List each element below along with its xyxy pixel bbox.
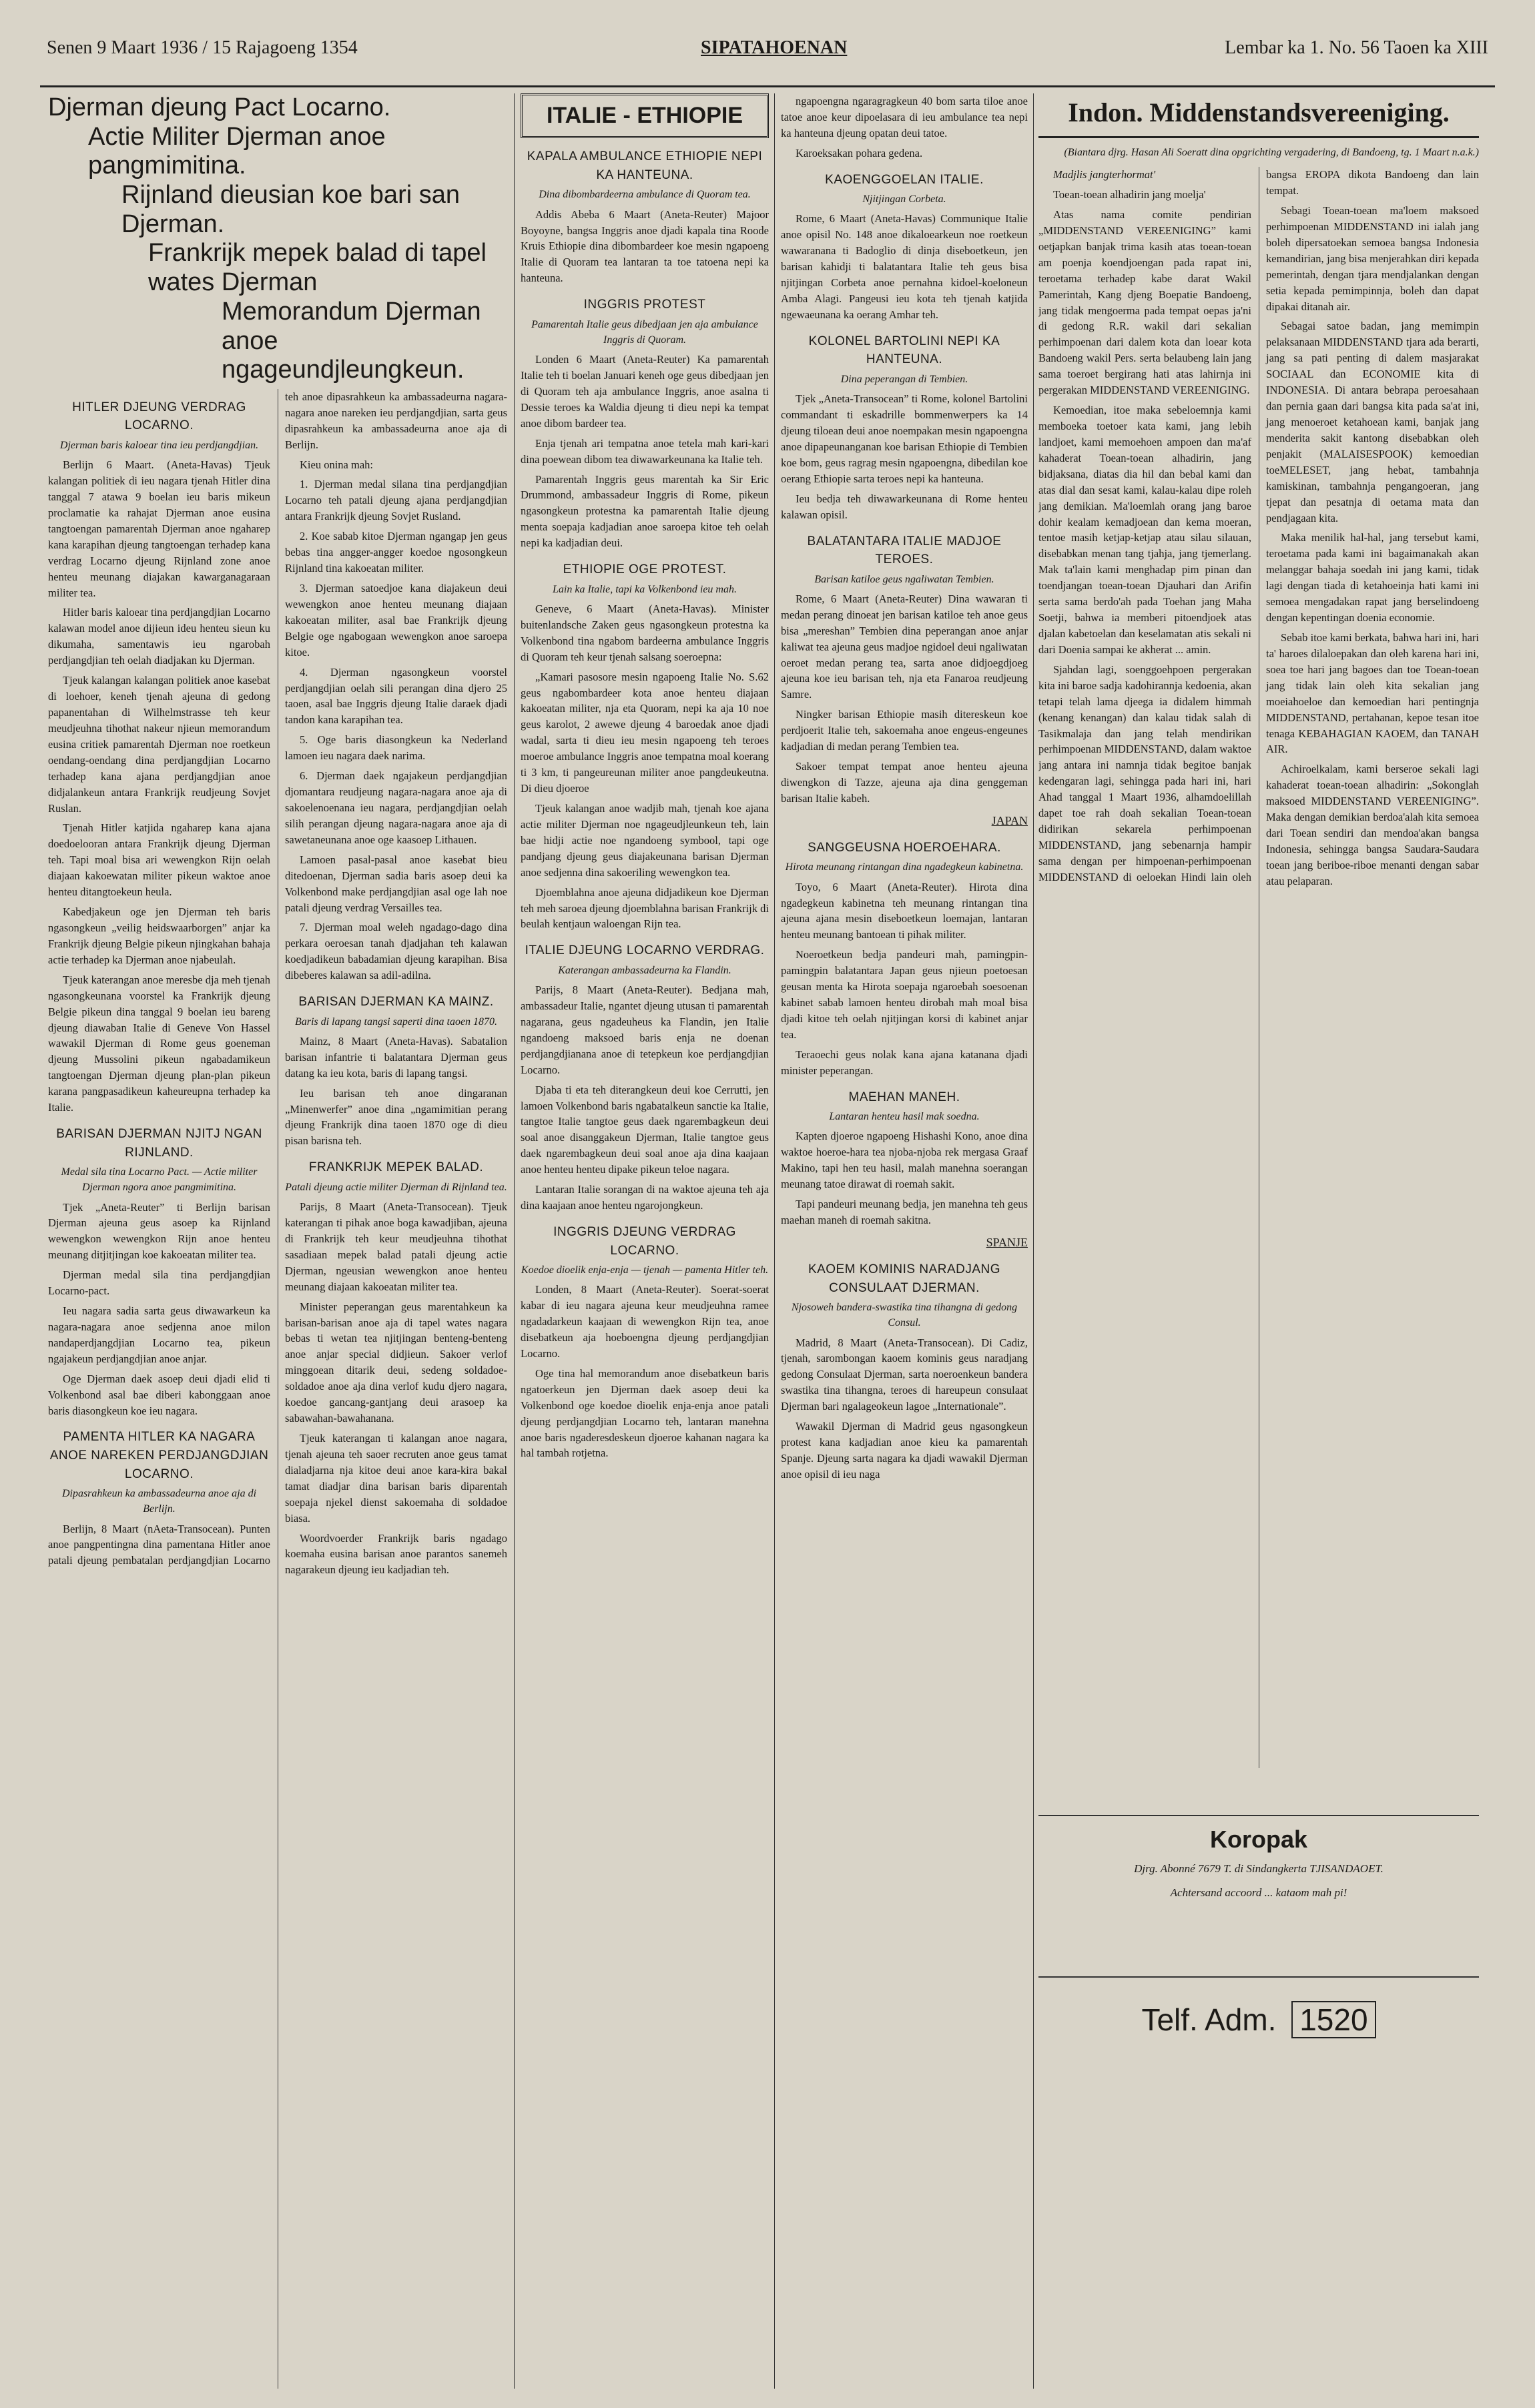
article-body — [1038, 167, 1479, 1768]
section-subtitle: Hirota meunang rintangan dina ngadegkeun kabinetna. — [785, 861, 1024, 873]
paragraph: Hitler baris kaloear tina perdjangdjian Locarno kalawan model anoe dijieun ideu henteu sieun ku dikumaha, samentawis ieu ngarobah perdjangdjian teh oelah diadjakan ku Djerman. — [48, 606, 270, 667]
paragraph: Minister peperangan geus marentahkeun ka barisan-barisan anoe aja di tapel wates nagara bebas ti wetan tea njitjingan benteng-benteng anoe anjar special didjieun. Sakoer verlof minggoean ditarik deui, sedeng soldadoe-soldadoe anoe aja dina verlof kudu djero nagara, koedoe gancang-gantjang deui arasoep ka sabawahan-bawahanana. — [285, 1300, 507, 1425]
paragraph: 2. Koe sabab kitoe Djerman ngangap jen geus bebas tina angger-angger koedoe ngosongkeun Rijnland tina kakoeatan militer. — [285, 530, 507, 575]
paragraph: Ieu barisan teh anoe dingaranan „Minenwerfer” anoe dina „ngamimitian perang djeung Frankrijk dina taoen 1870 oge di dieu pisan barisna teh. — [285, 1086, 507, 1148]
section-title: FRANKRIJK MEPEK BALAD. — [308, 1160, 484, 1175]
column-rule — [774, 93, 775, 2389]
paragraph: 7. Djerman moal weleh ngadago-dago dina perkara oeroesan tanah djadjahan teh kalawan koedjadikeun babadamian djeung karapihan. Bisa dibeberes kalawan sa adil-adilna. — [285, 921, 507, 982]
section-title: KOLONEL BARTOLINI NEPI KA HANTEUNA. — [808, 334, 1000, 367]
country-label: SPANJE — [986, 1235, 1028, 1249]
article-body — [48, 389, 507, 2389]
section-subtitle: Njosoweh bandera-swastika tina tihangna di gedong Consul. — [791, 1302, 1018, 1329]
country-label: JAPAN — [991, 813, 1028, 827]
section-subtitle: Medal sila tina Locarno Pact. — Actie militer Djerman ngora anoe pangmimitina. — [61, 1166, 258, 1194]
paragraph: 6. Djerman daek ngajakeun perdjangdjian djomantara reudjeung nagara-nagara anoe aja di sakoelenoenana ieu nagara, perdjangdjian oelah silih perangan djeung nagara-nagara anoe aja di sawetaneunana anoe oge kaasoep Lithauen. — [285, 769, 507, 846]
paragraph: Parijs, 8 Maart (Aneta-Reuter). Bedjana mah, ambassadeur Italie, ngantet djeung utusan ti pamarentah nagarana, geus ngadeuheus ka Flandin, jen Italie ngandoeng maksoed baris enja ne doenan perdjangdjianana anoe di tetepkeun koe perdjangdjian Locarno. — [521, 983, 769, 1076]
section-subtitle: Dipasrahkeun ka ambassadeurna anoe aja di Berlijn. — [61, 1488, 257, 1515]
paragraph: Djerman medal sila tina perdjangdjian Locarno-pact. — [48, 1268, 270, 1298]
paragraph: 4. Djerman ngasongkeun voorstel perdjangdjian oelah sili perangan dina djero 25 taoen, asal bae Inggris djeung Italie daraek djadi tandon kana karapihan tea. — [285, 665, 507, 727]
section-subtitle: Baris di lapang tangsi saperti dina taoen 1870. — [294, 1016, 498, 1028]
newspaper-title: SIPATAHOENAN — [701, 37, 848, 58]
paragraph: 3. Djerman satoedjoe kana diajakeun deui wewengkon anoe henteu meunang diajaan kakoeatan militer, asal bae Frankrijk djeung Belgie oge ngabogaan wewengkon anoe saroepa kitoe. — [285, 582, 507, 659]
section-title: PAMENTA HITLER KA NAGARA ANOE NAREKEN PERDJANGDJIAN LOCARNO. — [49, 1430, 269, 1481]
koropak-line: Achtersand accoord ... kataom mah pi! — [1170, 1886, 1347, 1899]
paragraph: Lantaran Italie sorangan di na waktoe ajeuna teh aja dina kaajaan anoe henteu ngarojongkeun. — [521, 1183, 769, 1212]
paragraph: Djaba ti eta teh diterangkeun deui koe Cerrutti, jen lamoen Volkenbond baris ngabatalkeun sanctie ka Italie, tangtoe Italie tangtoe geus daek ngarembagkeun deui soal anoe disanggakeun Djerman, Italie tangtoe geus daek ngarembagkeun deui soal anoe aja dina kaajaan anoe henteu henteu dipake pikeun teloe nagara. — [521, 1083, 769, 1176]
paragraph: Madrid, 8 Maart (Aneta-Transocean). Di Cadiz, tjenah, sarombongan kaoem kominis geus naradjang gedong Consulaat Djerman, sarta noeroenkeun bandera swastika tina tihangna, teroes di hareupeun consulaat Djerman bari ngalageokeun lagoe „Internationale”. — [781, 1336, 1028, 1413]
section-title: HITLER DJEUNG VERDRAG LOCARNO. — [72, 400, 246, 433]
paragraph: Tjenah Hitler katjida ngaharep kana ajana doedoelooran antara Frankrijk djeung Djerman teh. Tapi moal bisa ari wewengkon Rijn oelah diajaan kakoewatan militer pikeun waktoe anoe henteu ditangtoekeun heula. — [48, 821, 270, 899]
section-subtitle: Pamarentah Italie geus dibedjaan jen aja ambulance Inggris di Quoram. — [531, 318, 758, 346]
paragraph: Tjek „Aneta-Transocean” ti Rome, kolonel Bartolini commandant ti eskadrille bommenwerpers ka 14 djeung tiloean deui anoe noempakan mesin ngapoengna anoe dipapeunanganan koe barisan Ethiopie di Tembien koe bom, geus ragrag mesin ngapoengna, dibedilan koe oerang Ethiopie sarta teroes nepi ka hanteuna. — [781, 392, 1028, 485]
paragraph: Tjeuk kalangan anoe wadjib mah, tjenah koe ajana actie militer Djerman noe ngageudjleunkeun teh, lain bae hidji actie noe ngandoeng symbool, tapi oge pandjang djeung geus diajakeunana barisan Djerman anoe sedjenna dina sakoeriling wewengkon tea. — [521, 801, 769, 879]
paragraph: Tjeuk katerangan ti kalangan anoe nagara, tjenah ajeuna teh saoer recruten anoe geus tamat dialadjarna nja kitoe deui anoe kara-kira bakal tamat diadjar dina barisan baris diparentah soepaja njekel dienst sakoemaha di soldadoe biasa. — [285, 1431, 507, 1525]
paragraph: Achiroelkalam, kami berseroe sekali lagi kahaderat toean-toean alhadirin: „Sokonglah maksoed MIDDENSTAND VEREENIGING”. Maka dengan demikian berdoa'alah kita semoea dari Toean sendiri dan mendoa'akan bangsa Indonesia, sehingga bangsa Saudara-Saudara toean jang beriboe-riboe menanti dengan sabar atau pelaparan. — [1266, 763, 1479, 887]
paragraph: Rome, 6 Maart (Aneta-Reuter) Dina wawaran ti medan perang dinoeat jen barisan katiloe teh anoe geus bisa „mereshan” Tembien dina peperangan anoe anjar kaliwat tea ajeuna geus madjoe ngidoel deui ngaliwatan oeroet medan perang tea, sarta anoe didjoegdjoeg ajeuna koe ieu barisan teh, nja eta Fanaroa reudjeung Samre. — [781, 592, 1028, 701]
paragraph: Ieu nagara sadia sarta geus diwawarkeun ka nagara-nagara anoe sedjenna anoe milon nandaperdjangdjian Locarno tea, pikeun ngajakeun perdjangdjian anoe anjar. — [48, 1304, 270, 1365]
paragraph: Sakoer tempat tempat anoe henteu ajeuna diwengkon di Tazze, ajeuna aja dina genggeman barisan Italie kabeh. — [781, 760, 1028, 805]
paragraph: Karoeksakan pohara gedena. — [796, 146, 923, 159]
section-banner: ITALIE - ETHIOPIE — [521, 93, 769, 138]
section-banner: Indon. Middenstandsvereeniging. — [1038, 93, 1479, 138]
paragraph: Oge tina hal memorandum anoe disebatkeun baris ngatoerkeun jen Djerman daek asoep deui ka Volkenbond oge koedoe dioelik enja-enja anoe patali djeung perdjangdjian Locarno teh, lantaran manehna anoe baris ngaderesdeskeun djoeroe kahanan nagara ka hal tambah rotjetna. — [521, 1366, 769, 1460]
paragraph: Tjeuk kalangan kalangan politiek anoe kasebat di loehoer, keneh tjenah ajeuna di gedong papanentahan di Wilhelmstrasse teh keur meudjeuhna tihothat nakeur njieun memorandum eusina critiek pamarentah Djerman noe roetkeun oendang-oendang dina perdjangdjian Locarno terhadep kana ajana perdjangdjian anoe didjalankeun antara Frankrijk reudjeung Sovjet Ruslan. — [48, 674, 270, 815]
headline-line: Djerman djeung Pact Locarno. — [48, 93, 391, 121]
paragraph: Kemoedian, itoe maka sebeloemnja kami memboeka toetoer kata kami, jang lebih landjoet, kami memoehoen ampoen dan ma'af kahaderat Toean-toean alhadirin, jang bidjaksana, diatas dia hil dan bebal kami dan atas dial dan sesat kami, kalau-kalau dipe roleh jang demikian. Ma'loemlah orang jang baroe dohir kealam kemadjoean dan kema moeran, tentoe masih ketjap-ketjap atau silau silauan, disebabkan menan tang tjahja, jang tjemerlang. Mak ta'lain kami menghadap pim pinan dan toendjangan toean-toean Djauhari dan Arifin serta sama berdo'ah pada Toehan jang Maha Soetji, bahwa ia memberi pitoendjoek atas djalan kabetoelan dan keselamatan atis sekali ni dari Doenia sampai ke akherat ... amin. — [1038, 404, 1251, 656]
section-subtitle: Dina peperangan di Tembien. — [840, 373, 968, 385]
paragraph: Noeroetkeun bedja pandeuri mah, pamingpin-pamingpin balatantara Japan geus njieun poetoesan geusan menta ka Hirota soepaja ngaroebah soesoenan kabinet sabab lamoen henteu dirobah mah moal bisa djadi kitoe teh oelah njitjingan korsi di kabinet anjar tea. — [781, 948, 1028, 1041]
headline-line: Frankrijk mepek balad di tapel wates Djerman — [148, 239, 487, 297]
paragraph: Tjeuk katerangan anoe meresbe dja meh tjenah ngasongkeunana voorstel ka Frankrijk djeung Belgie pikeun dina tanggal 9 boelan ieu bareng djeung diawaban Italie di Geneve Von Hassel wawakil Djerman di Rome geus goeneman djeung Mussolini pikeun ngabadamikeun tangtoengan Djerman djeung plan-plan pikeun karana pangpasadikeun kaheureupna terhadep ka Italie. — [48, 973, 270, 1114]
section-subtitle: Djerman baris kaloear tina ieu perdjangdjian. — [59, 439, 259, 451]
koropak-title: Koropak — [1209, 1826, 1308, 1853]
speech-note: (Biantara djrg. Hasan Ali Soeratt dina opgrichting vergadering, di Bandoeng, tg. 1 Maart n.a.k.) — [1064, 147, 1479, 158]
paragraph: Wawakil Djerman di Madrid geus ngasongkeun protest kana kadjadian anoe kieu ka pamarentah Spanje. Djeung sarta nagara ka djadi wawakil Djerman anoe opisil di ieu naga — [781, 1420, 1028, 1481]
article-foreign-news — [781, 93, 1028, 2389]
section-title: MAEHAN MANEH. — [848, 1090, 960, 1104]
telephone-label: Telf. Adm. — [1141, 2002, 1277, 2037]
paragraph: Enja tjenah ari tempatna anoe tetela mah kari-kari dina poewean dibom tea diwawarkeunana ka Italie teh. — [521, 436, 769, 466]
section-title: KAPALA AMBULANCE ETHIOPIE NEPI KA HANTEUNA. — [527, 149, 763, 182]
paragraph: Londen 6 Maart (Aneta-Reuter) Ka pamarentah Italie teh ti boelan Januari keneh oge geus dibedjaan jen di Quoram teh aja ambulance Inggris, anoe asalna ti Dessie teroes ka Waldia djeung ti dieu nepi ka tempat anoe dibom bardeer tea. — [521, 353, 769, 430]
paragraph: Tapi pandeuri meunang bedja, jen manehna teh geus maehan maneh di roemah sakitna. — [781, 1198, 1028, 1227]
headline-line: Memorandum Djerman anoe ngageundjleungkeun. — [222, 297, 481, 384]
article-djerman-locarno — [48, 93, 507, 2389]
paragraph: Atas nama comite pendirian „MIDDENSTAND VEREENIGING” kami oetjapkan banjak trima kasih atas toean-toean am poenja koendjoengan pada rapat ini, teroetama terhadep kabe darat Wakil Pamerintah, Kang djeng Boepatie Bandoeng, jang tidak mengoerma pada tempat oepas ja'ni di gedong R.R. wakil dari sekalian perhimpoenan dari dalem kota dan loear kota Bandoeng wakil Pers. serta belaubeng lain jang sama toeroet bergirang hati atas lahirnja ini pergerakan MIDDENSTAND VEREENIGING. — [1038, 208, 1251, 397]
headline-line: Rijnland dieusian koe bari san Djerman. — [121, 181, 460, 238]
paragraph: Sebagai satoe badan, jang memimpin pelaksanaan MIDDENSTAND tjara ada berarti, jang sa pati penting di dalem masjarakat SOCIAAL dan ECONOMIE kita di INDONESIA. Di antara bebrapa peroesahaan dan pernia gaan dari bangsa kita pada sa'at ini, jang menoeroet ketahoean kami, banjak jang menderita sakit kantong disebabkan oleh penjakit (MALAISESPOOK) kemoedian toeMELESET, jang hebat, tambahnja kamiskinan, tambahnja pengangoeran, jang tjepat dan pesatnja di oetama mata dan pendjagaan kita. — [1266, 320, 1479, 524]
paragraph: Toyo, 6 Maart (Aneta-Reuter). Hirota dina ngadegkeun kabinetna teh meunang rintangan tina ajeuna ajana mesin diseboetkeun loemajan, lantaran henteu meunang bantoean ti pihak militer. — [781, 880, 1028, 941]
paragraph: Sebab itoe kami berkata, bahwa hari ini, hari ta' haroes dilaloepakan dan oleh karena hari ini, soea toe hari jang bagoes dan toe Toean-toean jang tidak lain oleh kita sekalian jang moeiahoeloe dan kemoedian hari pentingnja MIDDENSTAND, pertahanan, kepoe tesan itoe tenaga KEBAHAGIAN KAOEM, dan TANAH AIR. — [1266, 631, 1479, 756]
section-title: INGGRIS PROTEST — [583, 298, 706, 312]
section-subtitle: Lain ka Italie, tapi ka Volkenbond ieu mah. — [553, 583, 737, 595]
paragraph: Ieu bedja teh diwawarkeunana di Rome henteu kalawan opisil. — [781, 492, 1028, 521]
paragraph: Londen, 8 Maart (Aneta-Reuter). Soerat-soerat kabar di ieu nagara ajeuna keur meudjeuhna ramee ngadadarkeun kaajaan di wewengkon Rijn tea, anoe disebatkeun aja hoeboengna djeung perdjangdjian Locarno. — [521, 1283, 769, 1360]
section-title: BARISAN DJERMAN KA MAINZ. — [298, 995, 494, 1010]
section-subtitle: Barisan katiloe geus ngaliwatan Tembien. — [814, 573, 994, 585]
paragraph: Sebagi Toean-toean ma'loem maksoed perhimpoenan MIDDENSTAND ini ialah jang boleh dipersatoekan semoea bangsa Indonesia kemandirian, jang bisa menjerahkan diri kepada pemerintah, dengan tjara mendjalankan dengan setia kepada pemimpinnja, boleh dan dapat dipakai ditanah air. — [1266, 204, 1479, 313]
telephone-number: 1520 — [1291, 2001, 1375, 2038]
paragraph: 1. Djerman medal silana tina perdjangdjian Locarno teh patali djeung ajana perdjangdjian antara Frankrijk djeung Sovjet Rusland. — [285, 478, 507, 523]
issue-number: Lembar ka 1. No. 56 Taoen ka XIII — [1225, 37, 1488, 58]
paragraph: 5. Oge baris diasongkeun ka Nederland lamoen ieu nagara daek narima. — [285, 733, 507, 763]
paragraph: Geneve, 6 Maart (Aneta-Havas). Minister buitenlandsche Zaken geus ngasongkeun protestna ka Volkenbond tina ngabom bardeerna ambulance Inggris di Quoram teh keur tjenah salsang soeroepna: — [521, 602, 769, 663]
article-italie-ethiopie — [521, 93, 769, 2389]
section-subtitle: Katerangan ambassadeurna ka Flandin. — [558, 964, 731, 976]
paragraph: Ningker barisan Ethiopie masih ditereskeun koe perdjoerit Italie teh, sakoemaha anoe engeus-engeunes kadjadian di medan perang Tembien tea. — [781, 708, 1028, 753]
section-subtitle: Njitjingan Corbeta. — [862, 193, 946, 206]
column-rule — [1033, 93, 1034, 2389]
paragraph: Toean-toean alhadirin jang moelja' — [1053, 188, 1206, 202]
paragraph: Kabedjakeun oge jen Djerman teh baris ngasongkeun „veilig heidswaarborgen” anjar ka Frankrijk djeung Belgie pikeun njingkahan bahaja actie terhadep ka Djerman anoe njabeulah. — [48, 905, 270, 966]
paragraph: Berlijn 6 Maart. (Aneta-Havas) Tjeuk kalangan politiek di ieu nagara tjenah Hitler dina tanggal 7 atawa 9 boelan ieu baris mikeun proclamatie ka rahajat Djerman anoe eusina tangtoengan pamarentah Djerman anoe ngaharep kana karapihan djeung tangtoengan terhadep kana verdrag Locarno djeung Rijnland zone anoe henteu meunang diajakan kawarganagaraan militer tea. — [48, 458, 270, 599]
section-subtitle: Dina dibombardeerna ambulance di Quoram tea. — [539, 189, 751, 201]
section-title: BALATANTARA ITALIE MADJOE TEROES. — [807, 534, 1002, 567]
section-title: KAOEM KOMINIS NARADJANG CONSULAAT DJERMAN. — [808, 1262, 1001, 1295]
section-title: INGGRIS DJEUNG VERDRAG LOCARNO. — [553, 1224, 736, 1258]
koropak-notice — [1038, 1815, 1479, 1978]
paragraph: Addis Abeba 6 Maart (Aneta-Reuter) Majoor Boyoyne, bangsa Inggris anoe djadi kapala tina Roode Kruis Ethiopie dina dibombardeer koe mesin ngapoeng Italie di Quoram tea lantaran ta toe tatoena nepi ka hanteuna. — [521, 208, 769, 285]
section-subtitle: Lantaran henteu hasil mak soedna. — [829, 1111, 980, 1123]
paragraph: Djoemblahna anoe ajeuna didjadikeun koe Djerman teh meh saroea djeung djoemblahna barisan Frankrijk di beulah kentjaun waloengan Rijn tea. — [521, 885, 769, 931]
section-title: BARISAN DJERMAN NJITJ NGAN RIJNLAND. — [56, 1127, 262, 1160]
paragraph: Woordvoerder Frankrijk baris ngadago koemaha eusina barisan anoe parantos sanemeh nagarakeun djeung ieu kadjadian teh. — [285, 1531, 507, 1577]
paragraph: Sjahdan lagi, soenggoehpoen pergerakan kita ini baroe sadja kadohirannja kedoenia, akan tetapi telah lama djeega ia didalem himmah (kenang kenangan) dan kalau tidak salah di Tasikmalaja dan jang telah mendirikan perhimpoenan MIDDENSTAND, dalam waktoe jang antara ini namnja tidak begitoe banjak kedengaran lagi, sehingga pada hari ini, hari Ahad tanggal 1 Maart 1936, alhamdoelillah dapet toe rah doah sekalian Toean-toean didirikan sekarela perhimpoenan MIDDENSTAND, jang sebenarnja hampir sama dengan per himpoenan-perhimpoenan MIDDENSTAND di oeloekan Hindi lain oleh bangsa EROPA dikota Bandoeng dan lain tempat. — [1038, 168, 1479, 883]
paragraph: Teraoechi geus nolak kana ajana katanana djadi minister peperangan. — [781, 1048, 1028, 1077]
section-title: ITALIE DJEUNG LOCARNO VERDRAG. — [525, 943, 765, 958]
section-title: ETHIOPIE OGE PROTEST. — [563, 562, 727, 577]
telephone-notice — [1038, 2002, 1479, 2038]
section-subtitle: Koedoe dioelik enja-enja — tjenah — pamenta Hitler teh. — [521, 1264, 769, 1276]
paragraph: Parijs, 8 Maart (Aneta-Transocean). Tjeuk katerangan ti pihak anoe boga kawadjiban, ajeuna di Frankrijk teh keur meudjeuhna tihothat sasadiaan mepek balad patali djeung actie Djerman, ngeusian wewengkon anoe henteu meunang diajaan kakoeatan militer tea. — [285, 1200, 507, 1293]
section-subtitle: Patali djeung actie militer Djerman di Rijnland tea. — [285, 1181, 507, 1193]
paragraph: Tjek „Aneta-Reuter” ti Berlijn barisan Djerman ajeuna geus asoep ka Rijnland wewengkon wewengkon Rijn anoe henteu meunang ditjitjingan koe kakoeatan militer tea. — [48, 1200, 270, 1262]
masthead — [40, 12, 1495, 87]
section-title: SANGGEUSNA HOEROEHARA. — [808, 840, 1001, 855]
article-middenstand — [1038, 93, 1479, 1801]
paragraph: Madjlis jangterhormat' — [1053, 168, 1156, 181]
paragraph: Lamoen pasal-pasal anoe kasebat bieu ditedoenan, Djerman sadia baris asoep deui ka Volkenbond make perdjangdjian asal oge lah noe patali djeung verdrag Versailles tea. — [285, 853, 507, 914]
headline-line: Actie Militer Djerman anoe pangmimitina. — [88, 122, 386, 180]
paragraph: Rome, 6 Maart (Aneta-Havas) Communique Italie anoe opisil No. 148 anoe dikaloearkeun noe roetkeun wawaranana ti Badoglio di dinja diseboetkeun, jen barisan kahidji ti balatantara Italie teh geus bisa njitjingan Corbeta anoe pernahna kidoel-koeloneun Amba Alagi. Pangeusi ieu kota teh tjenah katjida ngewaeunana ka oerang Amhar teh. — [781, 212, 1028, 321]
paragraph: Pamarentah Inggris geus marentah ka Sir Eric Drummond, ambassadeur Inggris di Rome, pikeun ngasongkeun protestna ka pamarentah Italie djeung menta soepaja kadjadian anoe saroepa kitoe teh oelah nepi ka kadjadian deui. — [521, 472, 769, 550]
paragraph: Maka menilik hal-hal, jang tersebut kami, teroetama pada kami ini bagaimanakah akan melanggar bahaja soedah ini jang kami, tidak lagi dengan tiada di ketahoeinja hati kami ini semoea mengadakan rapat jang berselindoeng dengan kepentingan doenia economie. — [1266, 531, 1479, 625]
paragraph: ngapoengna ngaragragkeun 40 bom sarta tiloe anoe tatoe anoe keur dipoelasara di ieu ambulance tea nepi ka hanteuna djeung opatan deui tatoe. — [781, 95, 1028, 139]
paragraph: Berlijn, 8 Maart (nAeta-Transocean). Punten anoe pangpentingna dina pamentana Hitler anoe patali djeung pembatalan perdjangdjian Locarno teh anoe dipasrahkeun ka ambassadeurna nagara-nagara anoe nareken ieu perdjangdjian, sarta geus dipasrahkeun ka ambassadeurna anoe aja di Berlijn. — [48, 390, 507, 1567]
paragraph: Oge Djerman daek asoep deui djadi elid ti Volkenbond asal bae diberi kabonggaan anoe baris diasongkeun koe ieu nagara. — [48, 1372, 270, 1417]
section-title: KAOENGGOELAN ITALIE. — [825, 172, 984, 187]
koropak-line: Djrg. Abonné 7679 T. di Sindangkerta TJISANDAOET. — [1134, 1862, 1384, 1875]
main-headline — [48, 93, 507, 385]
issue-date: Senen 9 Maart 1936 / 15 Rajagoeng 1354 — [47, 37, 358, 58]
paragraph: Kieu onina mah: — [300, 458, 373, 471]
paragraph: Kapten djoeroe ngapoeng Hishashi Kono, anoe dina waktoe hoeroe-hara tea njoba-njoba rek mergasa Graaf Makino, tapi hen teu hasil, malah manehna soerangan meunang tatoe dirawat di roemah sakit. — [781, 1130, 1028, 1191]
column-rule — [514, 93, 515, 2389]
paragraph: „Kamari pasosore mesin ngapoeng Italie No. S.62 geus ngabombardeer kota anoe henteu diajaan kakoeatan militer, nja eta Quoram, nepi ka aja 10 noe geus karolot, 2 awewe djeung 4 baroedak anoe djadi wadal, sarta ti dieu ieu mesin ngapoeng teh teroes moeroe ambulance Inggris anoe tempatna moal koerang ti 3 km, ti pangeureunan militer anoe pangdeukeutna. Di dieu djoeroe — [521, 670, 769, 795]
paragraph: Mainz, 8 Maart (Aneta-Havas). Sabatalion barisan infantrie ti balatantara Djerman geus datang ka ieu kota, baris di lapang tangsi. — [285, 1034, 507, 1080]
